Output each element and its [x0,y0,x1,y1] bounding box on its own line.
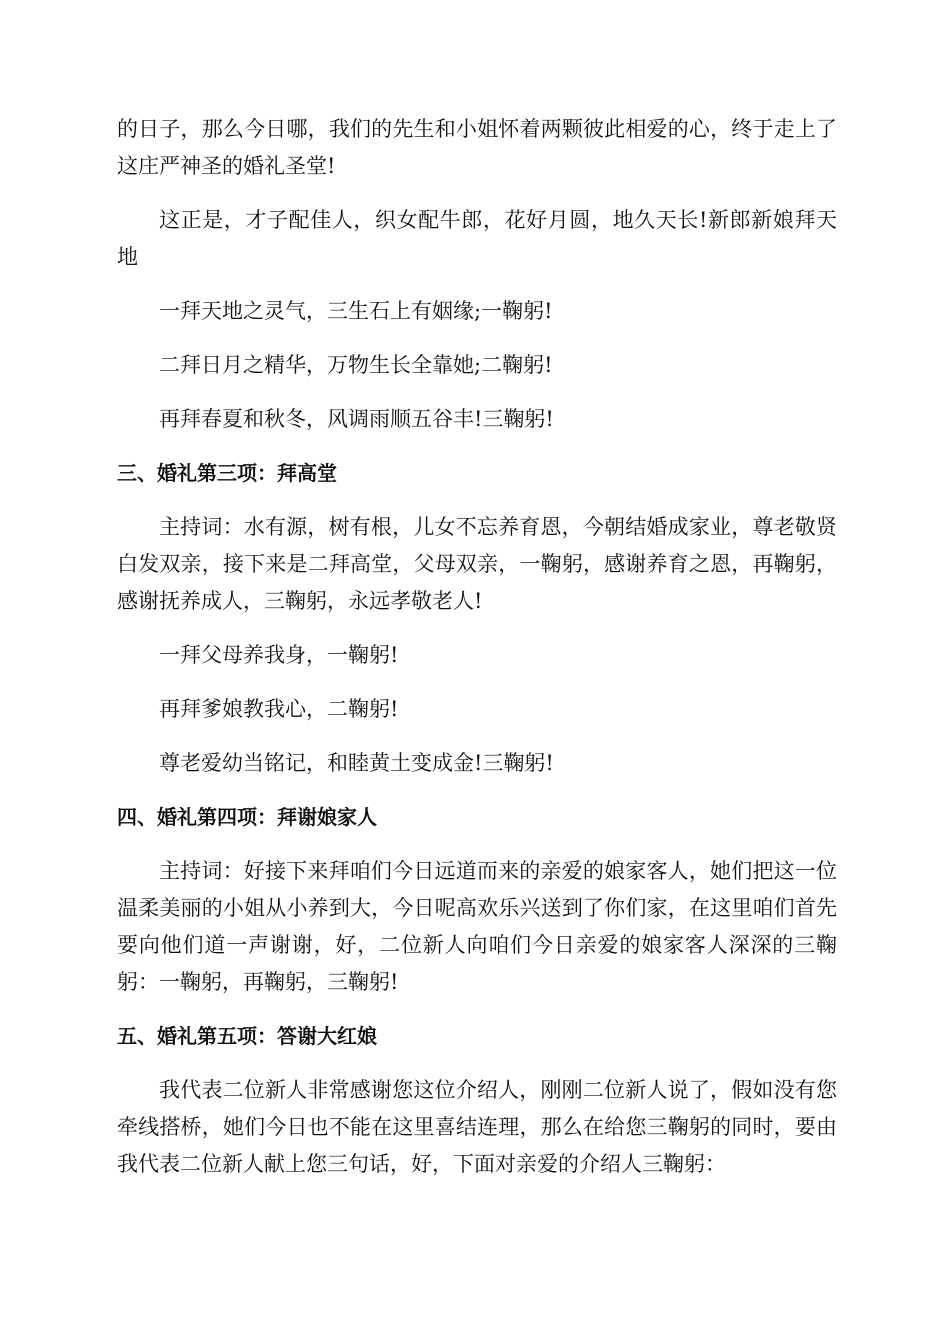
section-heading-3: 三、婚礼第三项：拜高堂 [117,461,337,485]
paragraph-thank-matchmaker: 我代表二位新人非常感谢您这位介绍人，刚刚二位新人说了，假如没有您牵线搭桥，她们今日也不能在这里喜结连理，那么在给您三鞠躬的同时，要由我代表二位新人献上您三句话，好，下面对亲爱的介绍人三鞠躬： [117,1078,837,1176]
paragraph-host-words-bride-family: 主持词：好接下来拜咱们今日远道而来的亲爱的娘家客人，她们把这一位温柔美丽的小姐从小养到大，今日呢高欢乐兴送到了你们家，在这里咱们首先要向他们道一声谢谢，好，二位新人向咱们今日亲爱的娘家客人深深的三鞠躬：一鞠躬，再鞠躬，三鞠躬! [117,859,837,994]
paragraph-second-bow: 二拜日月之精华，万物生长全靠她;二鞠躬! [159,353,553,377]
document-page [117,111,837,1200]
paragraph-bai-tiandi-intro: 这正是，才子配佳人，织女配牛郎，花好月圆，地久天长!新郎新娘拜天地 [117,208,837,269]
paragraph-third-bow: 再拜春夏和秋冬，风调雨顺五谷丰!三鞠躬! [159,407,554,431]
paragraph-parents-first-bow: 一拜父母养我身，一鞠躬! [159,643,399,667]
section-heading-4: 四、婚礼第四项：拜谢娘家人 [117,805,377,829]
paragraph-parents-second-bow: 再拜爹娘教我心，二鞠躬! [159,697,399,721]
paragraph-first-bow: 一拜天地之灵气，三生石上有姻缘;一鞠躬! [159,299,553,323]
paragraph-parents-third-bow: 尊老爱幼当铭记，和睦黄土变成金!三鞠躬! [159,751,554,775]
section-heading-5: 五、婚礼第五项：答谢大红娘 [117,1024,377,1048]
paragraph-host-words-parents: 主持词：水有源，树有根，儿女不忘养育恩，今朝结婚成家业，尊老敬贤白发双亲，接下来是二拜高堂，父母双亲，一鞠躬，感谢养育之恩，再鞠躬，感谢抚养成人，三鞠躬，永远孝敬老人! [117,515,837,613]
paragraph-intro-continued: 的日子，那么今日哪，我们的先生和小姐怀着两颗彼此相爱的心，终于走上了这庄严神圣的婚礼圣堂! [117,117,837,178]
